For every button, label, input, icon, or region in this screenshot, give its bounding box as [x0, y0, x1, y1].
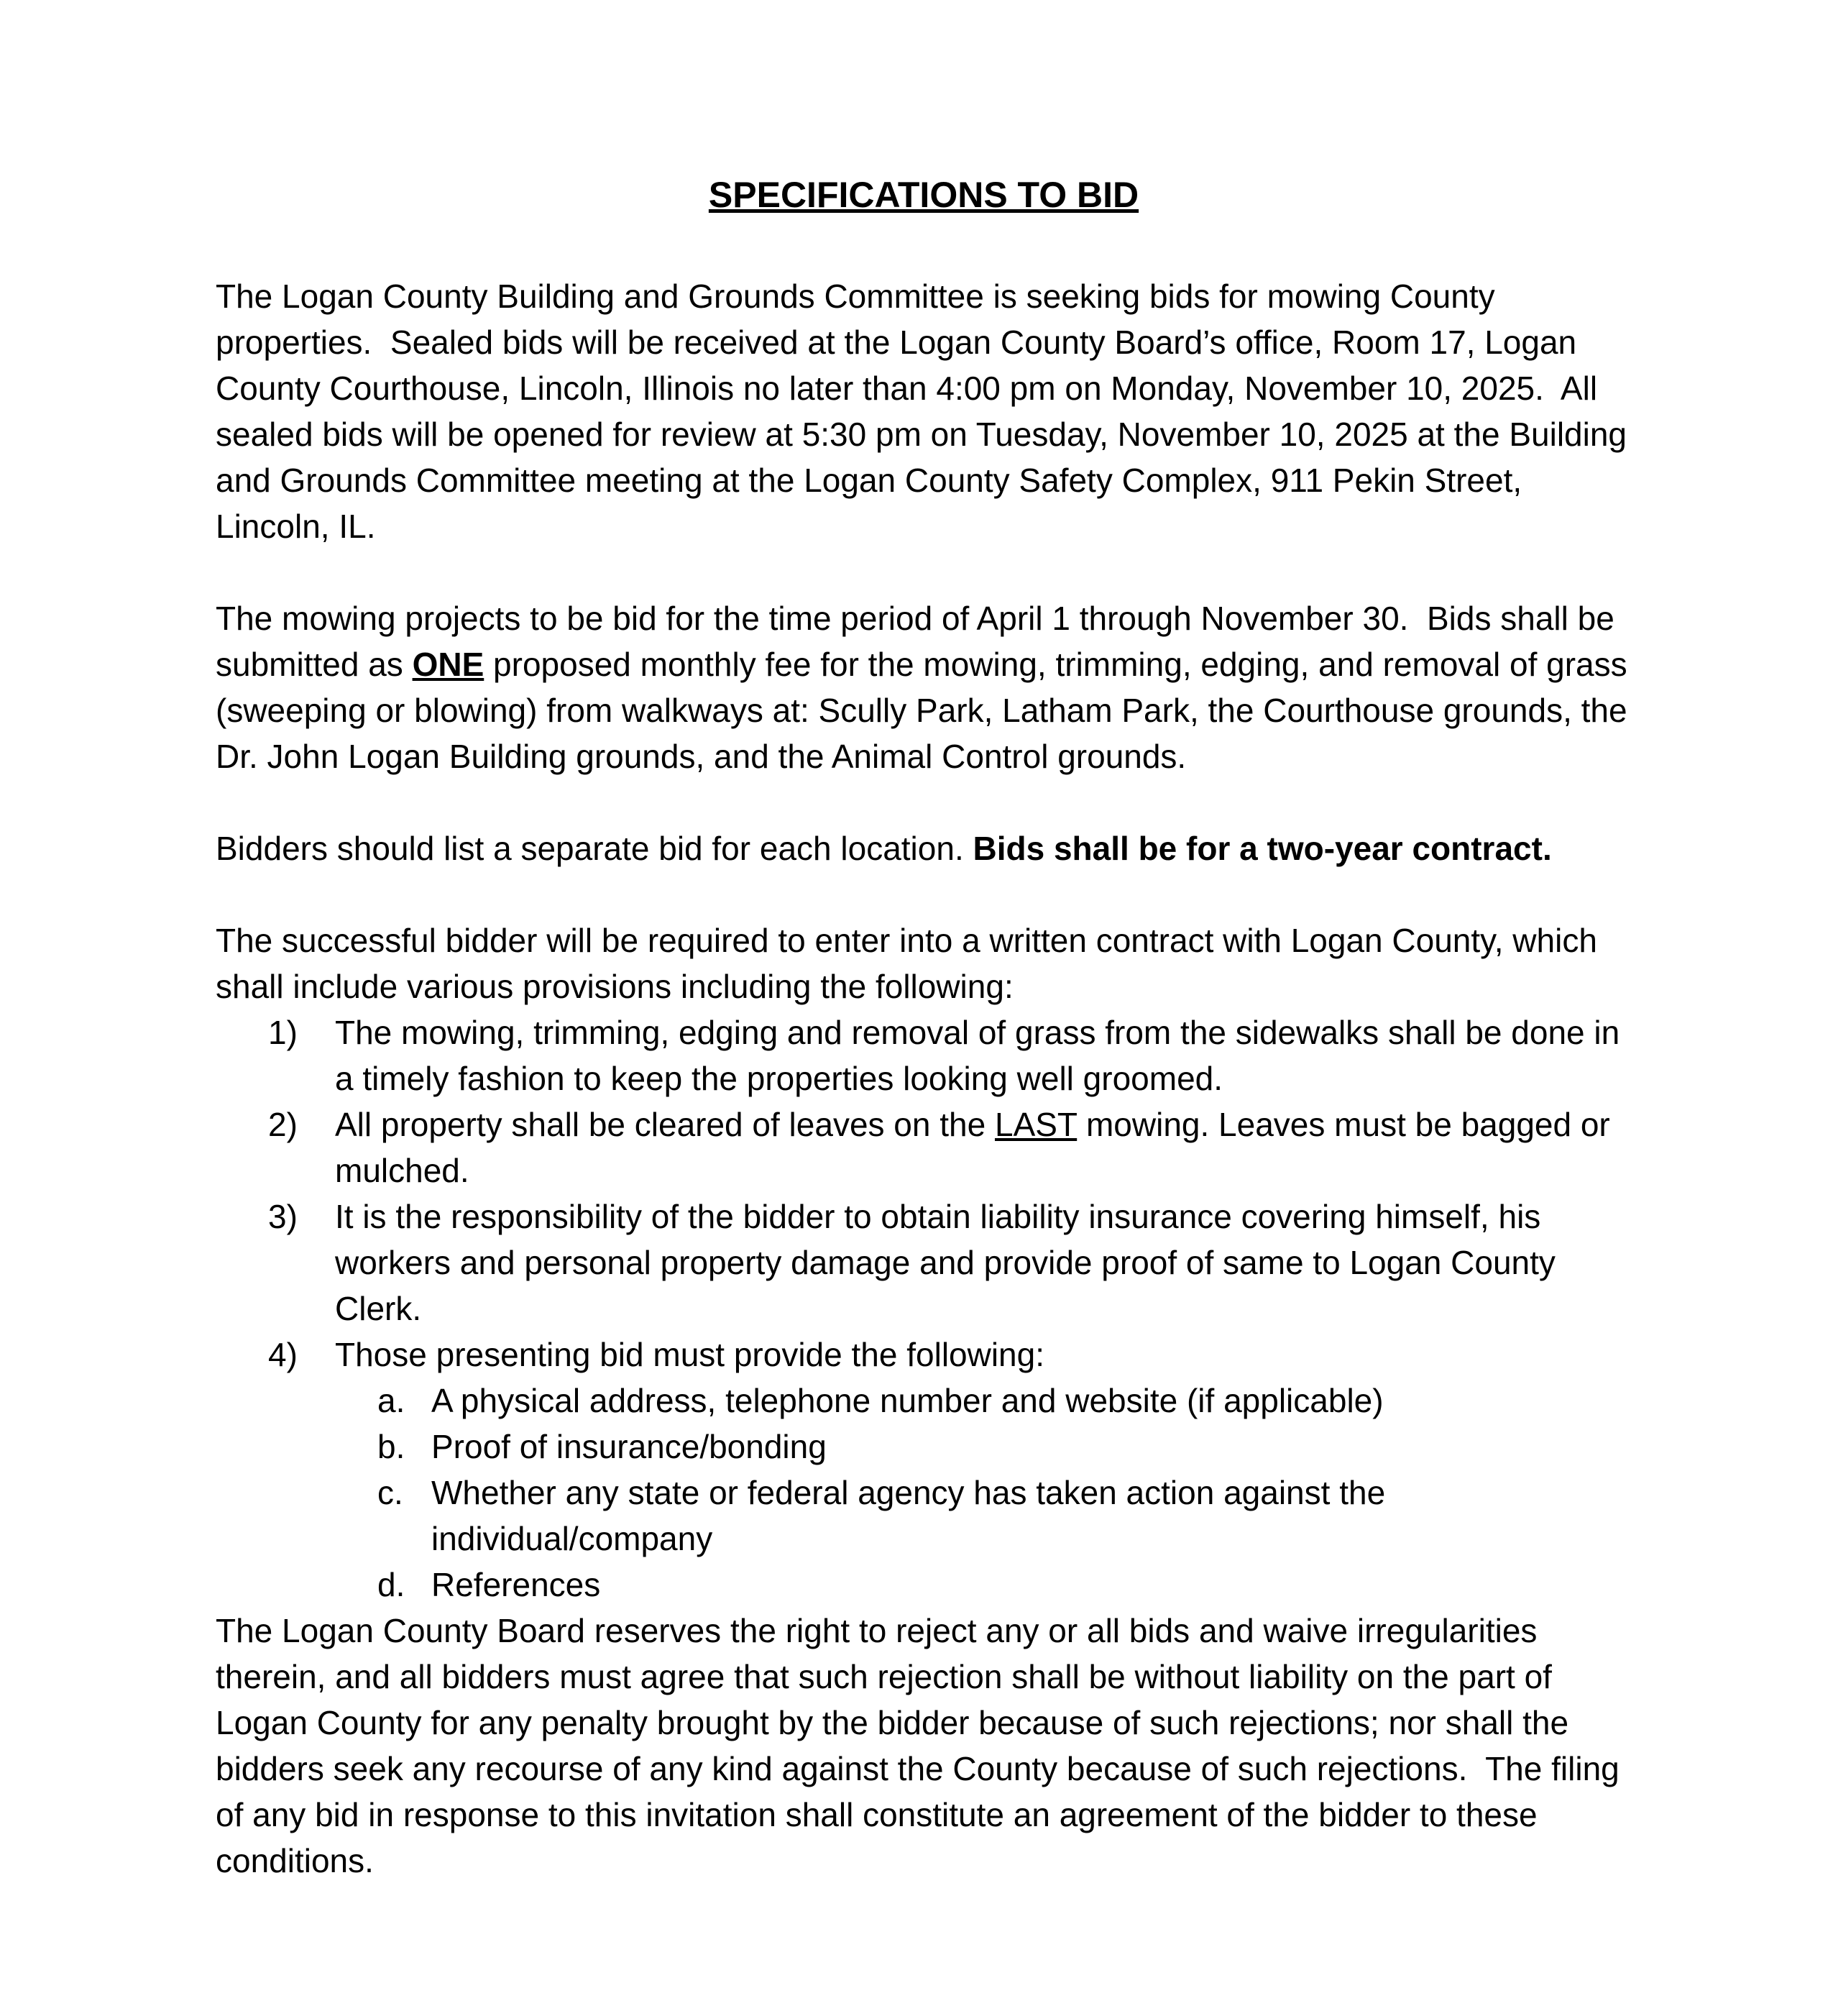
list-marker: 3): [268, 1198, 298, 1235]
list-marker: 2): [268, 1106, 298, 1143]
list-marker: d.: [377, 1566, 405, 1603]
list-item-text: [431, 1562, 1632, 1608]
sub-list-item: [216, 1562, 1632, 1608]
text-run: The successful bidder will be required to enter into a written contract with Logan County, which shall include various provisions including the following:: [216, 922, 1607, 1005]
text-run: Those presenting bid must provide the following:: [335, 1336, 1045, 1373]
paragraph: [216, 273, 1636, 549]
list-marker: c.: [377, 1474, 403, 1511]
text-run: proposed monthly fee for the mowing, trimming, edging, and removal of grass (sweeping or blowing) from walkways at: Scully Park, Latham Park, the Courthouse grounds, the Dr. John Logan Building grounds, and the Animal Control grounds.: [216, 646, 1637, 775]
text-run: A physical address, telephone number and website (if applicable): [431, 1382, 1384, 1419]
text-run: The Logan County Building and Grounds Committee is seeking bids for mowing County properties. Sealed bids will be received at the Logan County Board’s office, Room 17, Logan County Courthouse, Lincoln, Illinois no later than 4:00 pm on Monday, November 10, 2025. All sealed bids will be opened for review at 5:30 pm on Tuesday, November 10, 2025 at the Building and Grounds Committee meeting at the Logan County Safety Complex, 911 Pekin Street, Lincoln, IL.: [216, 278, 1636, 545]
text-run: All property shall be cleared of leaves on the: [335, 1106, 995, 1143]
list-marker: 4): [268, 1336, 298, 1373]
list-item: [216, 1009, 1632, 1101]
list-item-text: [431, 1378, 1632, 1424]
list-item: [216, 1332, 1632, 1378]
list-item-text: [335, 1332, 1632, 1378]
sub-list-item: [216, 1378, 1632, 1424]
text-run: The mowing projects to be bid for the time period of April 1 through November 30. Bids shall be submitted as: [216, 600, 1624, 683]
list-item-text: [431, 1470, 1632, 1562]
list-item: [216, 1101, 1632, 1193]
text-run: ONE: [412, 646, 484, 683]
document-title: SPECIFICATIONS TO BID: [708, 175, 1139, 215]
numbered-list: [216, 1009, 1632, 1608]
list-marker: 1): [268, 1014, 298, 1051]
text-run: The Logan County Board reserves the right to reject any or all bids and waive irregularities therein, and all bidders must agree that such rejection shall be without liability on the part of Logan County for any penalty brought by the bidder because of such rejections; nor shall the bidders seek any recourse of any kind against the County because of such rejections. The filing of any bid in response to this invitation shall constitute an agreement of the bidder to these conditions.: [216, 1612, 1629, 1879]
text-run: Proof of insurance/bonding: [431, 1428, 827, 1465]
text-run: References: [431, 1566, 601, 1603]
text-run: Bidders should list a separate bid for each location.: [216, 830, 973, 867]
list-item-text: [335, 1009, 1632, 1101]
list-item-text: [431, 1424, 1632, 1470]
paragraph: [216, 825, 1632, 871]
list-marker: b.: [377, 1428, 405, 1465]
text-run: Whether any state or federal agency has taken action against the individual/company: [431, 1474, 1395, 1557]
list-item-text: [335, 1193, 1632, 1332]
text-run: The mowing, trimming, edging and removal of grass from the sidewalks shall be done in a timely fashion to keep the properties looking well groomed.: [335, 1014, 1629, 1097]
document-content: [216, 273, 1637, 1884]
paragraph: [216, 595, 1637, 779]
text-run: LAST: [994, 1106, 1078, 1143]
text-run: Bids shall be for a two-year contract.: [973, 830, 1552, 867]
sub-list-item: [216, 1470, 1632, 1562]
text-run: mowing. Leaves must be bagged or mulched.: [335, 1106, 1620, 1189]
list-marker: a.: [377, 1382, 405, 1419]
paragraph: [216, 1608, 1632, 1884]
list-item-text: [335, 1101, 1632, 1193]
paragraph: [216, 917, 1632, 1009]
text-run: It is the responsibility of the bidder to obtain liability insurance covering himself, his workers and personal property damage and provide proof of same to Logan County Clerk.: [335, 1198, 1565, 1327]
sub-list-item: [216, 1424, 1632, 1470]
list-item: [216, 1193, 1632, 1332]
